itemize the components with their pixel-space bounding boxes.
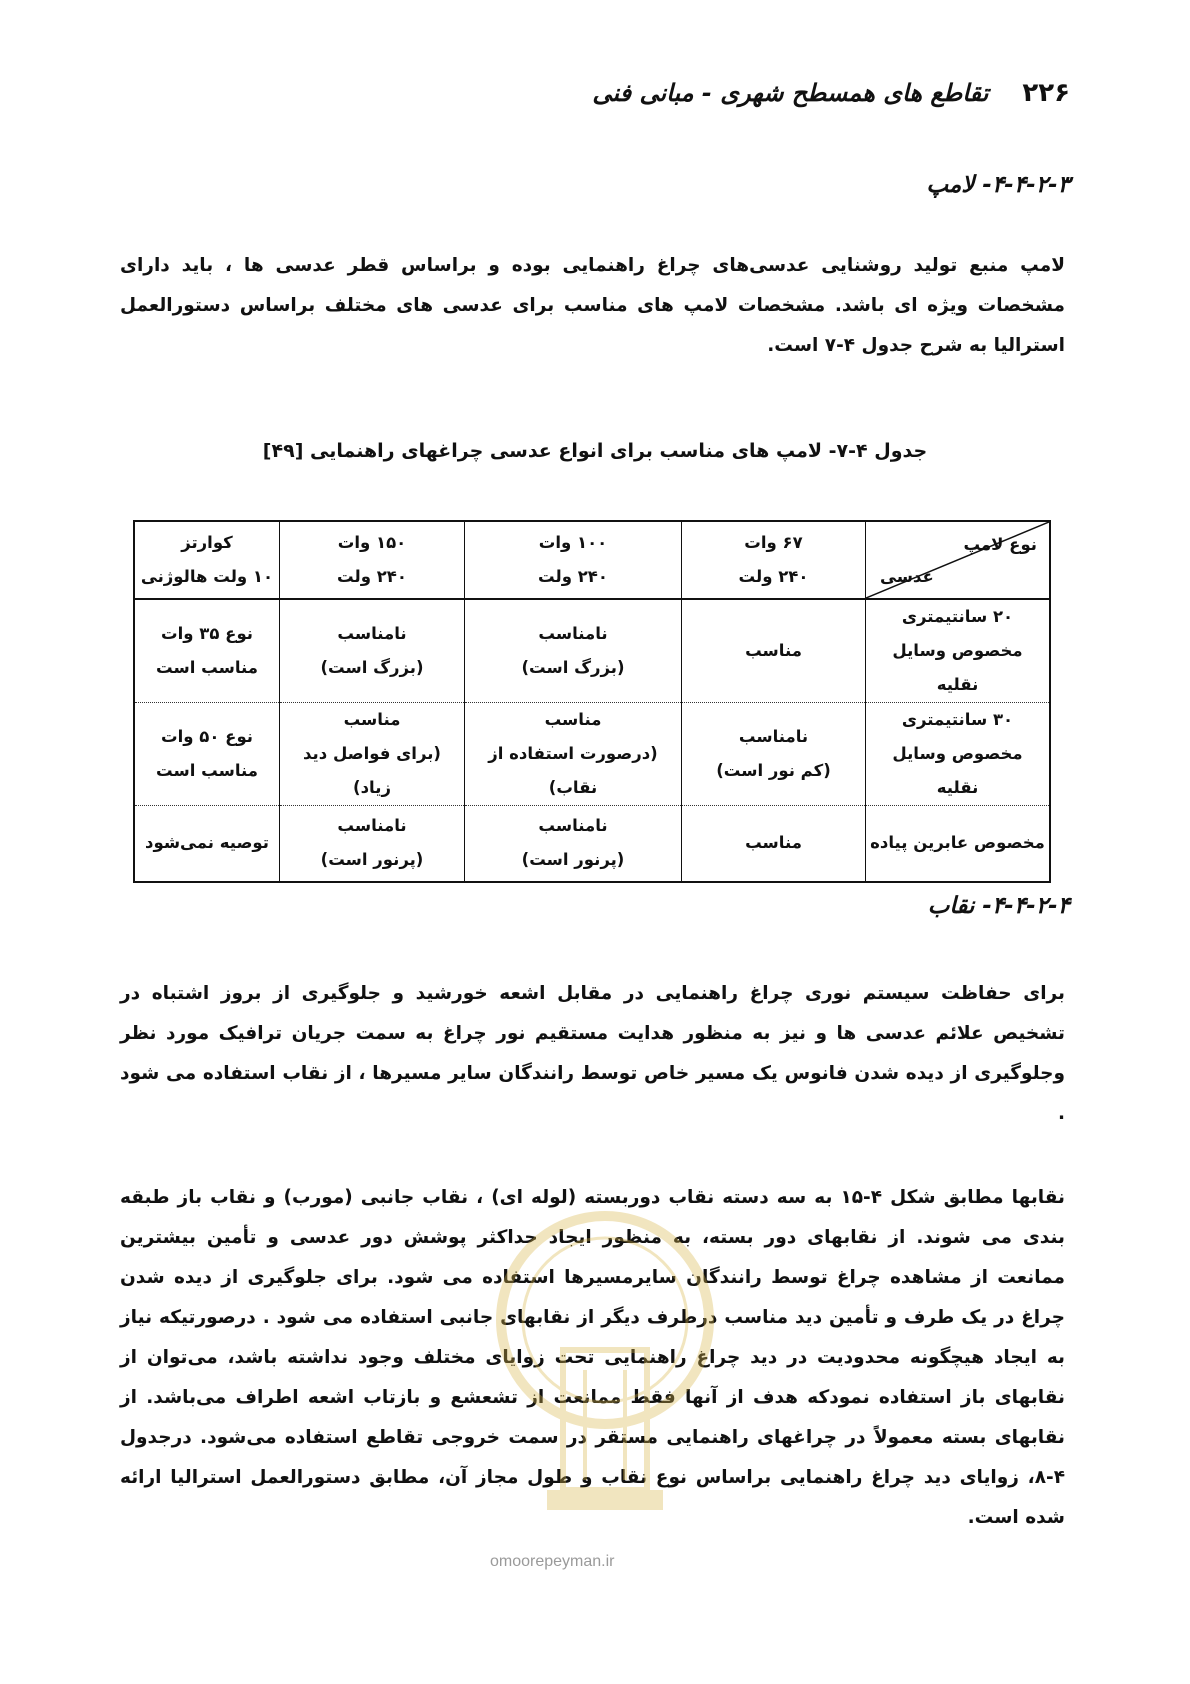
cell-line2: مناسب است (156, 761, 258, 780)
table-cell (682, 703, 866, 806)
table-cell (682, 599, 866, 703)
cell-line2: (کم نور است) (716, 761, 831, 780)
table-cell (280, 806, 465, 882)
page-number: ۲۲۶ (1022, 78, 1070, 108)
row-label-line1: مخصوص عابرین پیاده (870, 833, 1045, 853)
cell-line1: مناسب (544, 710, 602, 729)
table-corner-cell (866, 521, 1051, 599)
table-cell (134, 806, 280, 882)
cell-line2: (برای فواصل دید زیاد) (303, 744, 441, 797)
table-cell (280, 599, 465, 703)
row-label-line1: ۳۰ سانتیمتری (901, 710, 1014, 729)
section-heading-lamp: ۴-۴-۲-۳- لامپ (926, 172, 1070, 198)
column-header-line2: ۱۰ ولت هالوژنی (140, 567, 274, 586)
table-row (134, 703, 1050, 806)
cell-line1: نامناسب (337, 816, 407, 836)
table-caption: جدول ۴-۷- لامپ های مناسب برای انواع عدسی چراغهای راهنمایی [۴۹] (262, 440, 928, 462)
table-cell (465, 599, 682, 703)
column-header-line1: ۶۷ وات (744, 533, 803, 552)
table-cell (682, 806, 866, 882)
column-header (682, 521, 866, 599)
row-label (866, 703, 1051, 806)
cell-line2: (بزرگ است) (521, 658, 625, 677)
table-cell (465, 806, 682, 882)
table-cell (134, 599, 280, 703)
cell-line2: (بزرگ است) (320, 658, 424, 677)
visor-paragraph-2: نقابها مطابق شکل ۴-۱۵ به سه دسته نقاب دوربسته (لوله ای) ، نقاب جانبی (مورب) و نقاب باز طبقه بندی می شوند. از نقابهای دور بسته، به منظور ایجاد حداکثر پوشش دور عدسی و تأمین بیشترین ممانعت از مشاهده چراغ توسط رانندگان سایرمسیرها استفاده می شود. برای جلوگیری از دیده شدن چراغ در یک طرف و تأمین دید مناسب درطرف دیگر از نقابهای جانبی استفاده می شود . درصورتیکه نیاز به ایجاد هیچگونه محدودیت در دید چراغ راهنمایی تحت زوایای مختلف وجود نداشته باشد، می‌توان از نقابهای باز استفاده نمودکه هدف از آنها فقط ممانعت از تشعشع و بازتاب اشعه اطراف می‌باشد. از نقابهای بسته معمولاً در چراغهای راهنمایی مستقر در سمت خروجی تقاطع استفاده می‌شود. درجدول ۴-۸، زوایای دید چراغ راهنمایی براساس نوع نقاب و طول مجاز آن، مطابق دستورالعمل استرالیا ارائه شده است. (120, 1187, 1065, 1528)
lamp-paragraph: لامپ منبع تولید روشنایی عدسی‌های چراغ راهنمایی بوده و براساس قطر عدسی ها ، باید دارای مشخصات ویژه ای باشد. مشخصات لامپ های مناسب برای عدسی های مختلف براساس دستورالعمل استرالیا به شرح جدول ۴-۷ است. (120, 255, 1065, 356)
row-label (866, 806, 1051, 882)
corner-label-lens: عدسی (880, 567, 934, 586)
column-header-line1: ۱۵۰ وات (337, 533, 407, 552)
row-label-line1: ۲۰ سانتیمتری (901, 607, 1014, 626)
cell-line1: نامناسب (337, 624, 407, 643)
cell-line1: نامناسب (738, 727, 809, 746)
cell-line1: نوع ۵۰ وات (161, 727, 253, 746)
column-header-line1: کوارتز (181, 533, 233, 552)
page-header (592, 78, 1070, 108)
section-heading-visor: ۴-۴-۲-۴- نقاب (927, 893, 1070, 919)
cell-line2: (پرنور است) (521, 850, 625, 870)
visor-paragraph-1: برای حفاظت سیستم نوری چراغ راهنمایی در مقابل اشعه خورشید و جلوگیری از بروز اشتباه در تشخیص علائم عدسی ها و نیز به منظور هدایت مستقیم نور چراغ به سمت جریان ترافیک مورد نظر وجلوگیری از دیده شدن فانوس یک مسیر خاص توسط رانندگان سایر مسیرها ، از نقاب استفاده می شود . (120, 983, 1065, 1124)
table-row (134, 806, 1050, 882)
corner-label-lamp-type: نوع لامپ (963, 535, 1037, 554)
column-header-line2: ۲۴۰ ولت (738, 567, 809, 586)
watermark-url: omoorepeyman.ir (490, 1553, 615, 1570)
column-header (134, 521, 280, 599)
table-cell (134, 703, 280, 806)
cell-line1: مناسب (343, 710, 401, 729)
column-header (280, 521, 465, 599)
row-label-line2: مخصوص وسایل نقلیه (892, 641, 1023, 694)
lamp-table (133, 520, 1051, 883)
cell-line2: مناسب است (156, 658, 258, 677)
column-header-line1: ۱۰۰ وات (538, 533, 608, 552)
running-title: تقاطع های همسطح شهری - مبانی فنی (592, 79, 989, 107)
cell-line1: نامناسب (538, 624, 608, 643)
row-label-line2: مخصوص وسایل نقلیه (892, 744, 1023, 797)
column-header (465, 521, 682, 599)
cell-line2: (پرنور است) (320, 850, 424, 870)
cell-line1: نوع ۳۵ وات (161, 624, 253, 643)
table-cell (465, 703, 682, 806)
cell-line1: مناسب (745, 833, 802, 853)
cell-line1: توصیه نمی‌شود (145, 833, 269, 853)
cell-line1: مناسب (745, 641, 802, 660)
column-header-line2: ۲۴۰ ولت (337, 567, 407, 586)
column-header-line2: ۲۴۰ ولت (538, 567, 608, 586)
table-row (134, 599, 1050, 703)
table-header-row (134, 521, 1050, 599)
cell-line1: نامناسب (538, 816, 608, 836)
row-label (866, 599, 1051, 703)
table-cell (280, 703, 465, 806)
cell-line2: (درصورت استفاده از نقاب) (488, 744, 658, 797)
